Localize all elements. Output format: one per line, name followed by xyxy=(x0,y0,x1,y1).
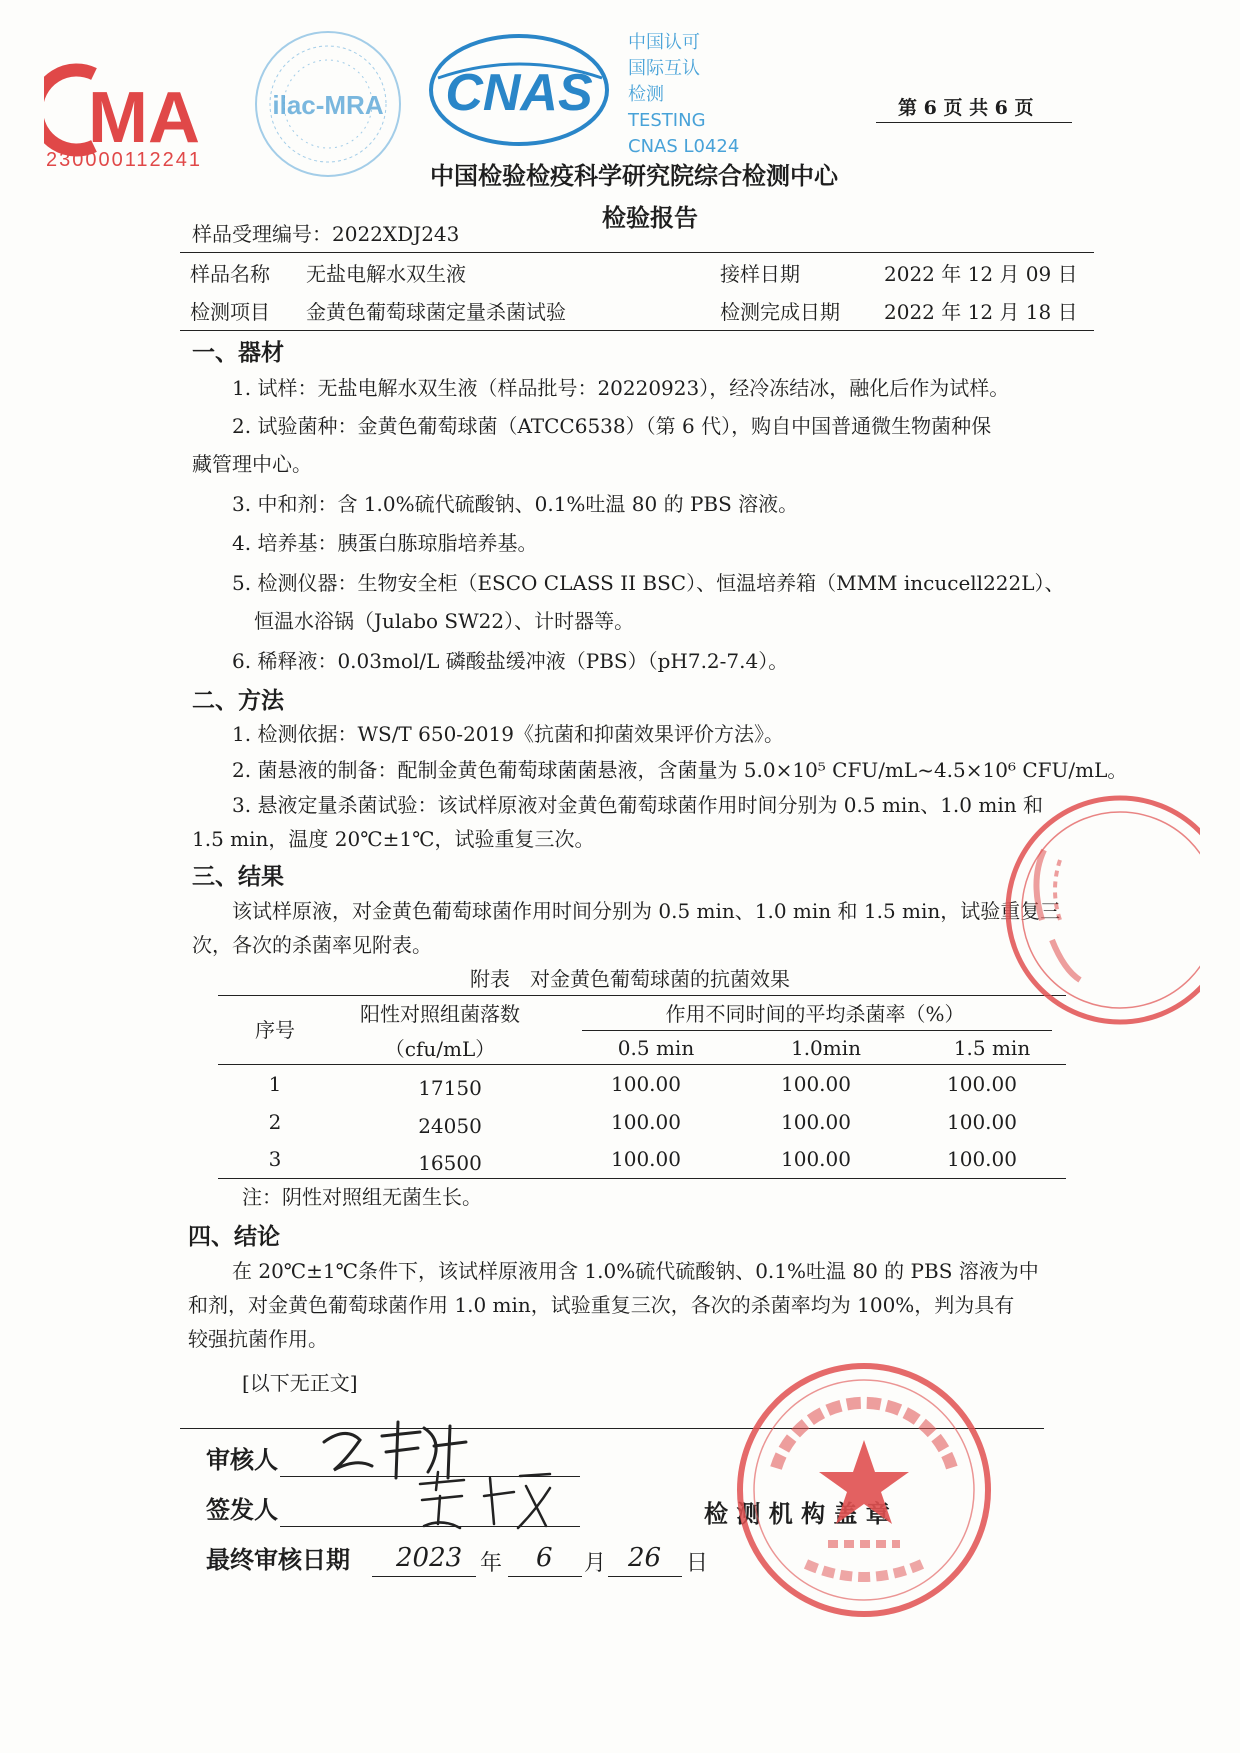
table-note: 注：阴性对照组无菌生长。 xyxy=(242,1185,482,1209)
ilac-text: ilac-MRA xyxy=(272,90,384,120)
final-date-year: 2023 xyxy=(396,1543,463,1573)
sample-number xyxy=(192,220,459,248)
table-cell-rate: 100.00 xyxy=(781,1147,851,1171)
result-line: 该试样原液，对金黄色葡萄球菌作用时间分别为 0.5 min、1.0 min 和 1.5 min，试验重复三 xyxy=(232,899,1061,923)
cnas-letters: CNAS xyxy=(445,64,593,122)
method-line: 1.5 min，温度 20℃±1℃，试验重复三次。 xyxy=(192,827,595,851)
side-seal xyxy=(1000,790,1200,1030)
table-cell-rate: 100.00 xyxy=(781,1110,851,1134)
method-line: 3. 悬液定量杀菌试验：该试样原液对金黄色葡萄球菌作用时间分别为 0.5 min、1.0 min 和 xyxy=(232,793,1043,817)
cnas-logo xyxy=(426,30,612,156)
method-line: 2. 菌悬液的制备：配制金黄色葡萄球菌菌悬液，含菌量为 5.0×10⁵ CFU/mL~4.5×10⁶ CFU/mL。 xyxy=(232,758,1128,782)
receive-date-label: 接样日期 xyxy=(720,262,800,286)
official-seal xyxy=(732,1358,996,1622)
page-number: 第 6 页 共 6 页 xyxy=(898,97,1034,119)
report-title: 检验报告 xyxy=(602,203,698,232)
table-bottom-rule xyxy=(218,1178,1066,1179)
table-cell-seq: 2 xyxy=(268,1110,282,1134)
table-cell-rate: 100.00 xyxy=(611,1072,681,1096)
final-date-month: 6 xyxy=(536,1543,553,1573)
section-equipment-title: 一、器材 xyxy=(192,339,284,366)
final-date-label: 最终审核日期 xyxy=(206,1545,350,1574)
final-date-year-unit: 年 xyxy=(480,1551,503,1576)
equipment-line: 恒温水浴锅（Julabo SW22）、计时器等。 xyxy=(254,609,635,633)
method-line: 1. 检测依据：WS/T 650-2019《抗菌和抑菌效果评价方法》。 xyxy=(232,722,784,746)
institute-name: 中国检验检疫科学研究院综合检测中心 xyxy=(430,161,838,190)
cma-number: 230000112241 xyxy=(46,149,202,171)
issuer-signature xyxy=(410,1466,560,1536)
table-header-time: 1.0min xyxy=(790,1036,862,1060)
table-cell-control: 16500 xyxy=(418,1151,482,1175)
cnas-side-line: 国际互认 xyxy=(628,58,700,79)
table-cell-rate: 100.00 xyxy=(947,1072,1017,1096)
test-item-value: 金黄色葡萄球菌定量杀菌试验 xyxy=(306,300,566,324)
final-date-day: 26 xyxy=(628,1543,662,1573)
ilac-mra-logo xyxy=(252,28,404,180)
issuer-label: 签发人 xyxy=(206,1495,278,1524)
final-date-day-line xyxy=(608,1576,682,1577)
complete-date-label: 检测完成日期 xyxy=(720,300,840,324)
cma-letters: MA xyxy=(88,78,200,158)
equipment-line: 藏管理中心。 xyxy=(192,452,312,476)
table-subheader-rule xyxy=(582,1030,1052,1031)
table-header-time: 0.5 min xyxy=(617,1036,695,1060)
final-date-month-unit: 月 xyxy=(584,1551,607,1576)
complete-date-value: 2022 年 12 月 18 日 xyxy=(884,300,1078,324)
page-number-underline xyxy=(876,122,1072,123)
result-line: 次，各次的杀菌率见附表。 xyxy=(192,933,432,957)
equipment-line: 2. 试验菌种：金黄色葡萄球菌（ATCC6538）（第 6 代），购自中国普通微生物菌种保 xyxy=(232,414,992,438)
stamp-label: 检 测 机 构 盖 章 xyxy=(704,1499,890,1528)
sample-name-label: 样品名称 xyxy=(190,262,270,286)
equipment-line: 4. 培养基：胰蛋白胨琼脂培养基。 xyxy=(232,531,538,555)
sample-number-label: 样品受理编号： xyxy=(192,222,332,246)
table-header-rate-group: 作用不同时间的平均杀菌率（%） xyxy=(665,1002,965,1026)
equipment-line: 3. 中和剂：含 1.0%硫代硫酸钠、0.1%吐温 80 的 PBS 溶液。 xyxy=(232,492,799,516)
cnas-side-line: 中国认可 xyxy=(628,32,700,53)
table-cell-seq: 1 xyxy=(268,1072,282,1096)
table-header-rule xyxy=(218,1064,1066,1065)
info-bottom-rule xyxy=(180,330,1094,331)
sample-number-value: 2022XDJ243 xyxy=(332,222,460,246)
table-header-control-unit: （cfu/mL） xyxy=(384,1037,496,1061)
conclusion-line: 在 20℃±1℃条件下，该试样原液用含 1.0%硫代硫酸钠、0.1%吐温 80 的 PBS 溶液为中 xyxy=(232,1259,1039,1283)
section-result-title: 三、结果 xyxy=(192,863,284,890)
table-caption: 附表 对金黄色葡萄球菌的抗菌效果 xyxy=(470,967,790,991)
cnas-side-line: TESTING xyxy=(628,110,706,131)
cnas-side-line: 检测 xyxy=(628,84,664,105)
receive-date-value: 2022 年 12 月 09 日 xyxy=(884,262,1078,286)
equipment-line: 1. 试样：无盐电解水双生液（样品批号：20220923），经冷冻结冰，融化后作为试样。 xyxy=(232,376,1010,400)
sample-name-value: 无盐电解水双生液 xyxy=(306,262,466,286)
table-cell-control: 17150 xyxy=(418,1076,482,1100)
table-header-seq: 序号 xyxy=(255,1018,295,1042)
cnas-side-line: CNAS L0424 xyxy=(628,136,740,157)
conclusion-line: 较强抗菌作用。 xyxy=(188,1327,328,1351)
table-cell-rate: 100.00 xyxy=(611,1147,681,1171)
table-top-rule xyxy=(218,995,1066,996)
table-cell-rate: 100.00 xyxy=(611,1110,681,1134)
cnas-side-text xyxy=(628,30,768,160)
equipment-line: 5. 检测仪器：生物安全柜（ESCO CLASS II BSC）、恒温培养箱（MMM incucell222L）、 xyxy=(232,571,1065,595)
section-conclusion-title: 四、结论 xyxy=(188,1223,280,1250)
table-header-control: 阳性对照组菌落数 xyxy=(360,1002,520,1026)
end-of-text-mark: [以下无正文] xyxy=(242,1371,358,1395)
table-header-time: 1.5 min xyxy=(953,1036,1031,1060)
conclusion-line: 和剂，对金黄色葡萄球菌作用 1.0 min，试验重复三次，各次的杀菌率均为 100%，判为具有 xyxy=(188,1293,1015,1317)
test-item-label: 检测项目 xyxy=(190,300,270,324)
final-date-year-line xyxy=(372,1576,476,1577)
table-cell-rate: 100.00 xyxy=(947,1147,1017,1171)
info-top-rule xyxy=(180,252,1094,253)
table-cell-rate: 100.00 xyxy=(947,1110,1017,1134)
reviewer-label: 审核人 xyxy=(206,1445,278,1474)
final-date-day-unit: 日 xyxy=(686,1551,709,1576)
section-method-title: 二、方法 xyxy=(192,687,284,714)
table-cell-seq: 3 xyxy=(268,1147,282,1171)
equipment-line: 6. 稀释液：0.03mol/L 磷酸盐缓冲液（PBS）（pH7.2-7.4）。 xyxy=(232,649,789,673)
final-date-month-line xyxy=(508,1576,582,1577)
table-cell-control: 24050 xyxy=(418,1114,482,1138)
table-cell-rate: 100.00 xyxy=(781,1072,851,1096)
